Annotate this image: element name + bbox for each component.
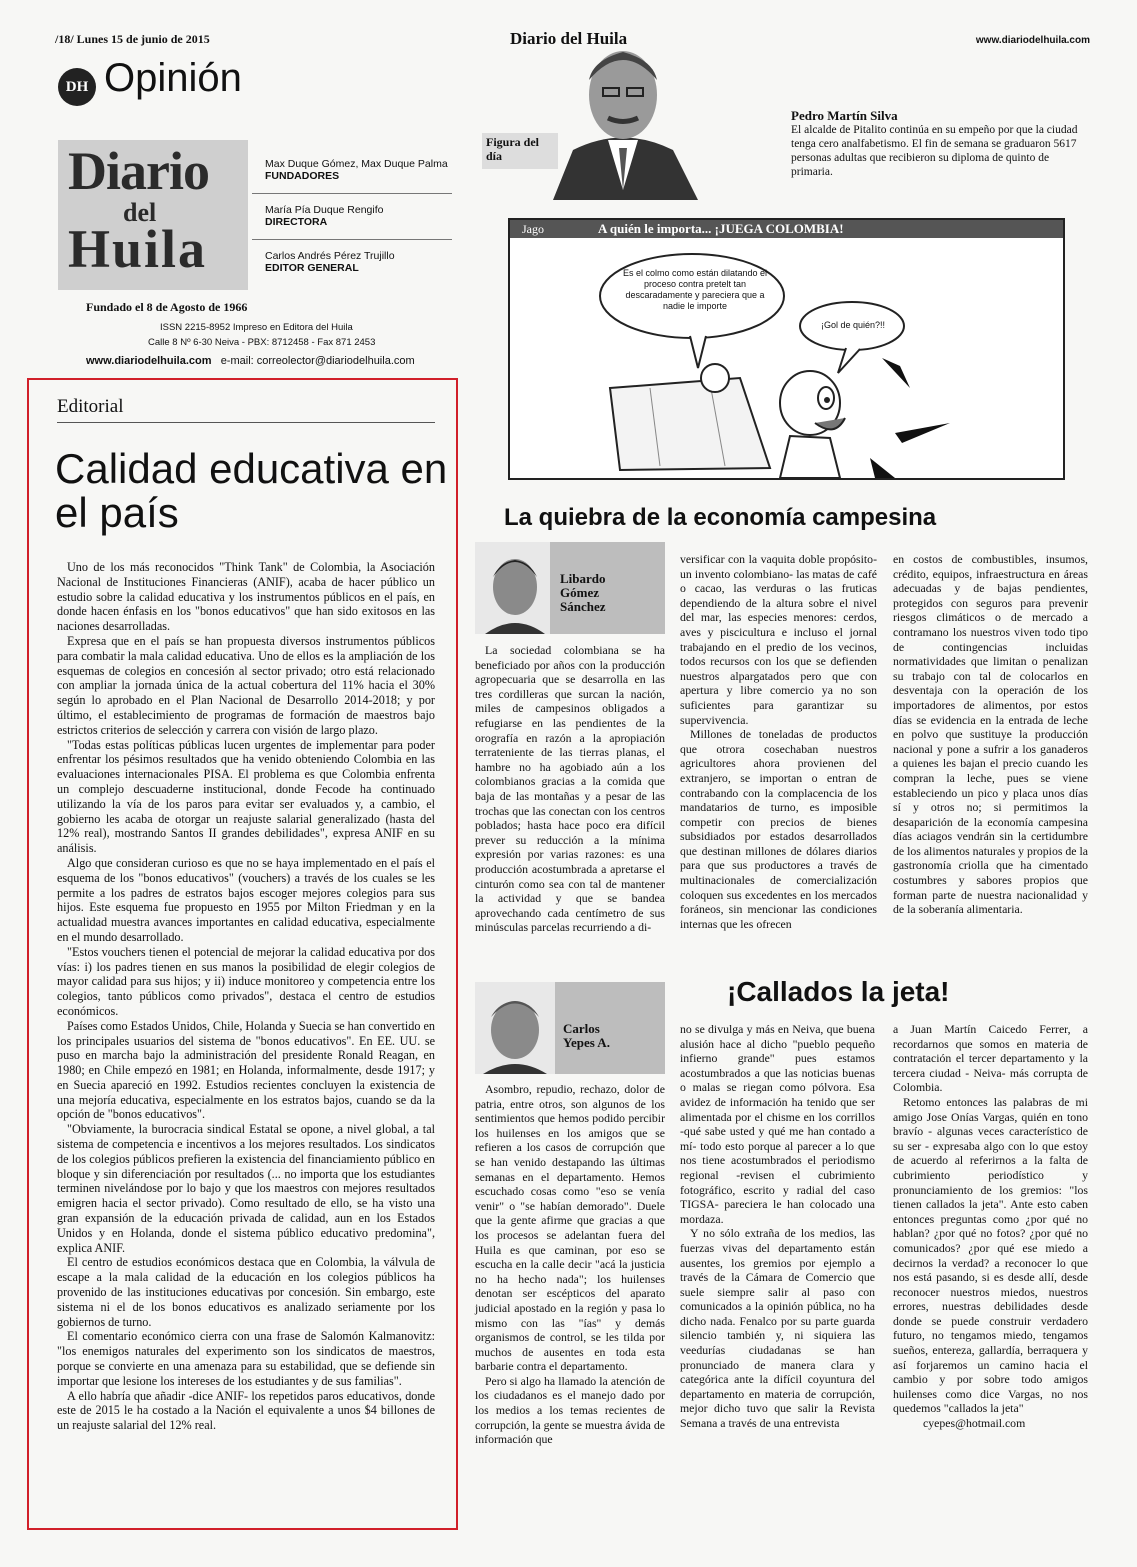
cartoon-drawing xyxy=(510,238,1063,478)
divider xyxy=(252,239,452,240)
divider xyxy=(57,422,435,423)
web-link[interactable]: www.diariodelhuila.com xyxy=(86,355,212,367)
figura-photo xyxy=(473,30,773,200)
cartoon-header xyxy=(510,220,1063,238)
paragraph: Uno de los más reconocidos "Think Tank" de Colombia, la Asociación Nacional de Instituciones Financieras (ANIF), acaba de hacer público un estudio sobre la calidad educativa y los instrumentos públicos en el país, en donde hacen énfasis en los "bonos educativos" que han sido exitosos en las naciones desarrolladas. xyxy=(57,560,435,634)
section-title: Opinión xyxy=(104,56,242,100)
paragraph: Y no sólo extraña de los medios, las fuerzas vivas del departamento están ausentes, los gremios por ejemplo a través de la Cámara de Comercio que suele siempre salir al paso con comunicados a la opinión pública, no ha dicho nada. Fenalco por su parte guarda silencio también y, ni siquiera las veedurías ciudadanas se han pronunciado de manera clara y categórica ante la difícil coyuntura del departamento en materia de corrupción, mejor dicho tuvo que salir la Revista Semana a través de una entrevista xyxy=(680,1226,875,1431)
contact-line xyxy=(86,355,415,367)
article1-author: Libardo Gómez Sánchez xyxy=(560,571,606,614)
paragraph: no se divulga y más en Neiva, que buena alusión hace al dicho "pueblo pequeño infierno grande" pues estamos acostumbrados a que las noticias buenas o malas se riegan como pólvora. Esa avidez de información ha tenido que ser alimentada por el chisme en los corrillos -qué sabe usted y qué me han contado a mí- todo esto porque al parecer a lo que nos tiene acostumbrados el periodismo regional -revisen el cubrimiento fotográfico, escrito y radial del caso TIGSA- pareciera le han colocado una mordaza. xyxy=(680,1022,875,1226)
figura-text: El alcalde de Pitalito continúa en su empeño por que la ciudad tenga cero analfabetismo. El fin de semana se graduaron 5617 personas adultas que recibieron su diploma de quinto de primaria. xyxy=(791,124,1078,178)
masthead-logo-line1: Diario xyxy=(68,141,209,201)
staff-founders xyxy=(265,158,448,182)
masthead-logo-line3: Huila xyxy=(68,219,208,279)
editorial-body xyxy=(57,560,435,1433)
paragraph: La sociedad colombiana se ha beneficiado por años con la producción agropecuaria que se desarrolla en las tres cordilleras que surcan la nación, miles de campesinos obligados a refugiarse en las pendientes de la orografía en razón a la apropiación terrateniente de las tierras planas, el hambre no ha agobiado aún a los colombianos gracias a la comida que baja de las montañas y a pesar de las trochas que las conectan con los centros poblados; hasta hace poco era difícil prever su reducción a la mínima expresión por varias razones: es una producción acostumbrada a apretarse el cinturón como sea con tal de mantener la actividad y que se bandea aprovechando cada centímetro de sus minúsculas parcelas recurriendo a di- xyxy=(475,643,665,935)
paragraph: "Obviamente, la burocracia sindical Estatal se opone, a nivel global, a tal sistema de competencia e incentivos a los mejores resultados. Los sindicatos de los colegios públicos prefieren la existencia del financiamiento público en bloque y sin diferenciación por resultados (... no importa que los estudiantes terminen nivelándose por lo bajo y que los maestros con mejores resultados emigren hacia el sector privado). Como resultado de ello, se ha visto una gran expansión de la educación privada de calidad, aun en los Estados Unidos y en Holanda, donde el sistema público educativo predomina", explica ANIF. xyxy=(57,1122,435,1255)
founded-date: Fundado el 8 de Agosto de 1966 xyxy=(86,300,248,314)
figura-name: Pedro Martín Silva xyxy=(791,108,898,123)
article1-col1 xyxy=(475,643,665,935)
page-date: /18/ Lunes 15 de junio de 2015 xyxy=(55,32,210,46)
article1-title: La quiebra de la economía campesina xyxy=(504,504,937,531)
author-photo xyxy=(475,542,550,634)
speech-bubble-1: Es el colmo como están dilatando el proceso contra pretelt tan descaradamente y pareciera que a nadie le importe xyxy=(622,268,768,311)
author-photo xyxy=(475,982,555,1074)
article1-col3 xyxy=(893,552,1088,917)
article2-title: ¡Callados la jeta! xyxy=(727,976,950,1007)
paragraph: Pero si algo ha llamado la atención de los ciudadanos es el manejo dado por los medios a los temas recientes de corrupción, la gente se muestra ávida de información que xyxy=(475,1373,665,1447)
masthead-logo-line2: del xyxy=(123,198,157,227)
paragraph: El comentario económico cierra con una frase de Salomón Kalmanovitz: "los enemigos naturales del experimento son los sindicatos de maestros, porque se convierte en una amenaza para su estabilidad, que se defiende sin importar que lesione los intereses de los estudiantes y de sus familias". xyxy=(57,1329,435,1388)
editorial-label: Editorial xyxy=(57,396,124,417)
divider xyxy=(252,193,452,194)
paragraph: Asombro, repudio, rechazo, dolor de patria, entre otros, son algunos de los sentimientos que hemos podido percibir los huilenses en los amigos que se refieren a los casos de corrupción que se han venido destapando las últimas semanas en el departamento. Hemos escuchado cosas como "eso se venía venir" o "se habían demorado". Duele que la gente afirme que gracias a que los procesos se adelantan fuera del Huila es que caminan, por eso se escucha en la calle decir "acá la justicia no ha hecho nada"; los huilenses denotan ser escépticos del aparato judicial apostado en la región y pasa lo mismo con las "ías" y demás organismos de control, se les tilda por muchos de ausentes en toda esta barbarie contra el departamento. xyxy=(475,1082,665,1374)
address: Calle 8 Nº 6-30 Neiva - PBX: 8712458 - Fax 871 2453 xyxy=(148,337,376,348)
masthead-logo xyxy=(58,140,248,290)
editorial-title: Calidad educativa en el país xyxy=(55,445,448,536)
paragraph: a Juan Martín Caicedo Ferrer, a recordarnos que somos en materia de contratación el tercer departamento y la tercera ciudad - Neiva- más corrupta de Colombia. xyxy=(893,1022,1088,1095)
paragraph: Expresa que en el país se han propuesta diversos instrumentos públicos para combatir la mala calidad educativa. Uno de ellos es la ampliación de los esquemas de colegios en concesión al sector privado; otro está relacionado con ampliar la jornada única de la actual cobertura del 11% hacia el 30% según lo aprobado en el Plan Nacional de Desarrollo 2014-2018; y por último, el establecimiento de programas de formación de maestros bajo estrictos criterios de selección y carrera con visión de largo plazo. xyxy=(57,633,435,737)
paragraph: Países como Estados Unidos, Chile, Holanda y Suecia se han convertido en los principales usuarios del sistema de "bonos educativos". En EE. UU. se puso en marcha bajo la administración del presidente Ronald Reagan, en 1980; en Chile empezó en 1981; en Holanda, informalmente, desde 1917; y en Suecia apareció en 1992. Estudios recientes concluyen la existencia de una mejoría educativa, especialmente en los estratos bajos, cuando se da la opción de "bonos educativos". xyxy=(57,1018,435,1122)
staff-editor xyxy=(265,250,395,274)
founders-role: FUNDADORES xyxy=(265,170,340,182)
article2-col1 xyxy=(475,1082,665,1447)
editor-name: Carlos Andrés Pérez Trujillo xyxy=(265,250,395,262)
article2-col2 xyxy=(680,1022,875,1431)
article1-author-box xyxy=(475,542,665,634)
cartoon xyxy=(508,218,1065,480)
issn: ISSN 2215-8952 Impreso en Editora del Huila xyxy=(160,322,353,333)
founders-names: Max Duque Gómez, Max Duque Palma xyxy=(265,158,448,170)
paragraph: "Estos vouchers tienen el potencial de mejorar la calidad educativa por dos vías: i) los padres tienen en sus manos la posibilidad de elegir colegios de mayor calidad para sus hijos; y ii) induce monitoreo y competencia entre los colegios, tanto públicos como privados", destaca el centro de estudios económicos. xyxy=(57,944,435,1018)
director-name: María Pía Duque Rengifo xyxy=(265,204,384,216)
email-link[interactable]: e-mail: correolector@diariodelhuila.com xyxy=(220,355,415,367)
editor-role: EDITOR GENERAL xyxy=(265,262,359,274)
dh-logo: DH xyxy=(58,68,96,106)
cartoon-title: A quién le importa... ¡JUEGA COLOMBIA! xyxy=(598,221,844,236)
article2-author-box xyxy=(475,982,665,1074)
paragraph: versificar con la vaquita doble propósito- un invento colombiano- las matas de café o cacao, las verduras o las fruticas dependiendo de la altura sobre el nivel del mar, las especies menores: cerdos, aves y piscicultura e incluso el jornal trabajando en el predio de los vecinos, todos recursos con los que se defienden nuestros alpargatados pero que con apertura y libre comercio ya no son suficientes para garantizar su supervivencia. xyxy=(680,552,877,727)
figura-label: Figura del día xyxy=(482,133,558,169)
paragraph: en costos de combustibles, insumos, crédito, equipos, infraestructura en áreas adecuadas y de bajas pendientes, protegidos con seguros para prevenir riesgos climáticos o de mercado a contramano los nuestros viven todo tipo de contingencias incluidas normatividades que limitan o penalizan su trabajo con tal de colocarlos en desventaja con la operación de los importadores de alimentos, por estos días se evidencia en la entrada de leche en polvo que sustituye la producción nacional y pone a sufrir a los ganaderos a quienes les bajan el precio cuando les compran la leche, pues se viene estableciendo un pico y placa unos días sí y otros no; si permitimos la desaparición de la economía campesina días aciagos vendrán sin la certidumbre de los alimentos naturales y propios de la gastronomía criolla que ha cimentado costumbres y sabores propios que forman parte de nuestra nacionalidad y de la soberanía alimentaria. xyxy=(893,552,1088,917)
article1-col2 xyxy=(680,552,877,931)
author-email[interactable]: cyepes@hotmail.com xyxy=(923,1416,1026,1431)
newspaper-name: Diario del Huila xyxy=(510,29,628,48)
paragraph: "Todas estas políticas públicas lucen urgentes de implementar para poder enfrentar los pésimos resultados que ha venido obteniendo Colombia en las evaluaciones internacionales PISA. El problema es que Colombia enfrenta un complejo descuaderne institucional, donde Fecode ha continuado utilizando la vía de los paros para evitar ser evaluados y, a cambio, el gobierno les acaba de otorgar un reajuste salarial generalizado (hasta del 12% real), mostrando Santos II grandes debilidades", expresa ANIF en su análisis. xyxy=(57,737,435,856)
paragraph: El centro de estudios económicos destaca que en Colombia, la válvula de escape a la mala calidad de la educación en los colegios públicos ha provenido de las instituciones educativas por concesión. Sin embargo, este sistema ni el de los bonos educativos es analizado seriamente por los gobiernos de turno. xyxy=(57,1255,435,1329)
website-link[interactable]: www.diariodelhuila.com xyxy=(975,35,1090,46)
director-role: DIRECTORA xyxy=(265,216,328,228)
paragraph: Algo que consideran curioso es que no se haya implementado en el país el esquema de los "bonos educativos" (vouchers) a través de los cuales se les permite a los padres de estratos bajos escoger mejores colegios para sus hijos. Este esquema fue propuesto en 1955 por Milton Friedman y en la actualidad muestra avances importantes en calidad educativa, especialmente en el mundo desarrollado. xyxy=(57,855,435,944)
article2-author: Carlos Yepes A. xyxy=(563,1021,610,1050)
article2-col3 xyxy=(893,1022,1088,1431)
paragraph: Millones de toneladas de productos que otrora cosechaban nuestros agricultores ahora provienen del extranjero, se importan o entran de contrabando con la complacencia de los mandatarios de turno, es imposible competir con precios de bienes subsidiados por estados desarrollados que destinan millones de dólares diarios para que sus productores a través de multinacionales de comercialización coloquen sus excedentes en los mercados foráneos, sin mencionar las condiciones internas que les ofrecen xyxy=(680,727,877,931)
staff-director xyxy=(265,204,383,228)
speech-bubble-2: ¡Gol de quién?!! xyxy=(820,320,886,330)
paragraph: Retomo entonces las palabras de mi amigo Jose Onías Vargas, quién en tono bravío - algunas veces característico de su ser - expresaba algo con lo que estoy de acuerdo al referirnos a la falta de cubrimiento periodístico y pronunciamiento de los gremios: "los tienen callados la jeta". Ante esto caben entonces preguntas como ¿por qué no hablan? ¿por qué no fotos? ¿por qué no comunicados? ¿por qué ese miedo a decirnos la verdad? a reconocer lo que nos está pasando, si es desde allí, desde reconocer nuestros miedos, nuestros errores, nuestras debilidades desde donde se puede construir verdadero futuro, no tengamos miedo, tengamos sueños, entereza, gallardía, berraquera y así forjaremos un camino hacia el cambio y por sobre todo amigos huilenses como dice Vargas, no nos quedemos "callados la jeta" xyxy=(893,1094,1088,1416)
paragraph: A ello habría que añadir -dice ANIF- los repetidos paros educativos, donde este de 2015 le ha costado a la Nación el equivalente a unos $4 billones de un reajuste salarial del 12% real. xyxy=(57,1388,435,1433)
cartoon-author: Jago xyxy=(522,222,544,236)
